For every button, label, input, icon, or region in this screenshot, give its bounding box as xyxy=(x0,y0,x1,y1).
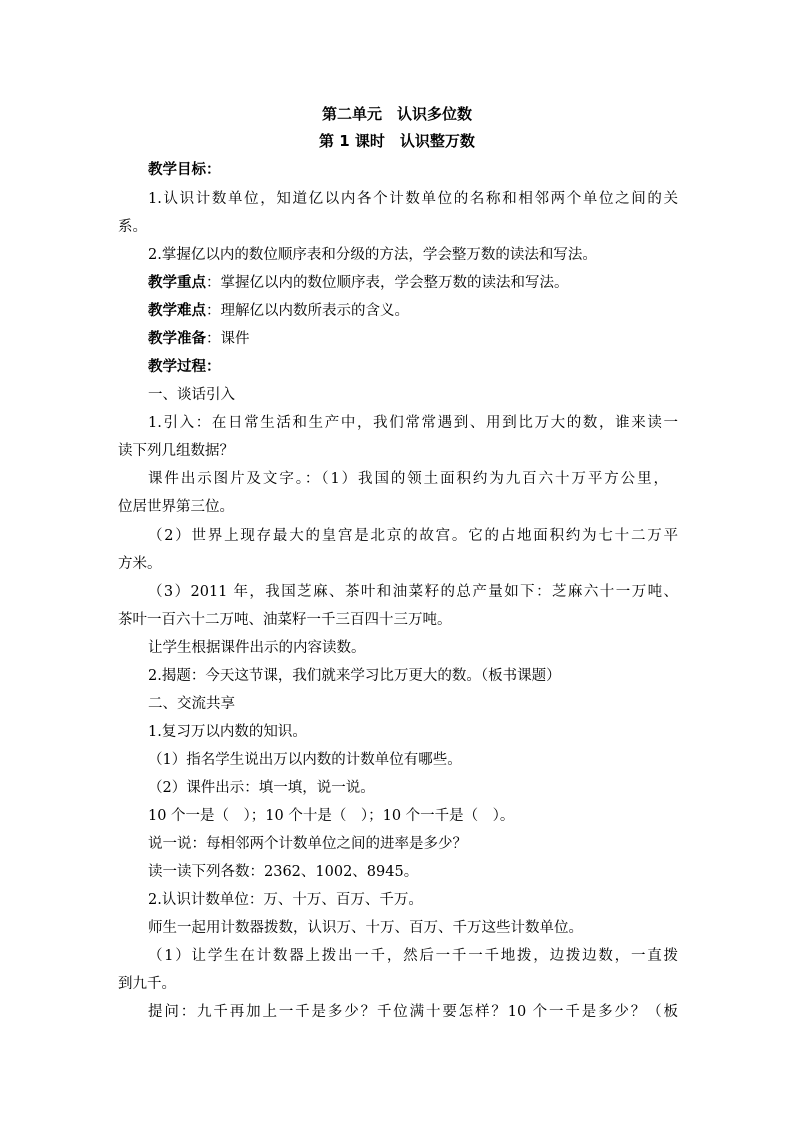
preparation xyxy=(148,329,708,349)
process-heading: 教学过程： xyxy=(148,359,221,375)
paragraph-9: （2）课件出示：填一填，说一说。 xyxy=(148,780,375,796)
key-points-label: 教学重点 xyxy=(148,275,206,291)
section-1-heading: 一、谈话引入 xyxy=(148,387,235,403)
preparation-label: 教学准备 xyxy=(148,331,206,347)
preparation-text: ：课件 xyxy=(206,331,250,347)
difficulties xyxy=(148,301,708,321)
paragraph-15-line-1: （1）让学生在计数器上拨出一千，然后一千一千地拨，边拨边数，一直拨 xyxy=(148,948,678,964)
paragraph-1-line-1: 1.引入：在日常生活和生产中，我们常常遇到、用到比万大的数，谁来读一 xyxy=(148,415,678,431)
paragraph-4-line-2: 茶叶一百六十二万吨、油菜籽一千三百四十三万吨。 xyxy=(118,612,452,628)
key-points xyxy=(148,273,708,293)
unit-title: 第二单元 认识多位数 xyxy=(321,105,472,123)
goal-1-line-1: 1.认识计数单位，知道亿以内各个计数单位的名称和相邻两个单位之间的关 xyxy=(148,191,678,207)
goal-2: 2.掌握亿以内的数位顺序表和分级的方法，学会整万数的读法和写法。 xyxy=(148,247,597,263)
paragraph-15-line-2: 到九千。 xyxy=(118,976,176,992)
paragraph-12: 读一读下列各数：2362、1002、8945。 xyxy=(148,864,419,880)
paragraph-2-line-2: 位居世界第三位。 xyxy=(118,499,234,515)
paragraph-10: 10 个一是（ ）；10 个十是（ ）；10 个一千是（ ）。 xyxy=(148,808,515,824)
paragraph-2-line-1: 课件出示图片及文字。：（1）我国的领土面积约为九百六十万平方公里， xyxy=(148,471,668,487)
paragraph-4-line-1: （3）2011 年，我国芝麻、茶叶和油菜籽的总产量如下：芝麻六十一万吨、 xyxy=(148,584,678,600)
difficulties-text: ：理解亿以内数所表示的含义。 xyxy=(206,303,409,319)
section-2-heading: 二、交流共享 xyxy=(148,696,235,712)
paragraph-13: 2.认识计数单位：万、十万、百万、千万。 xyxy=(148,892,423,908)
paragraph-1-line-2: 读下列几组数据？ xyxy=(118,443,234,459)
paragraph-6: 2.揭题：今天这节课，我们就来学习比万更大的数。（板书课题） xyxy=(148,668,561,684)
goal-1-line-2: 系。 xyxy=(118,219,147,235)
paragraph-11: 说一说：每相邻两个计数单位之间的进率是多少？ xyxy=(148,836,467,852)
goals-heading: 教学目标： xyxy=(148,162,221,178)
difficulties-label: 教学难点 xyxy=(148,303,206,319)
paragraph-3-line-2: 方米。 xyxy=(118,556,162,572)
lesson-title: 第 1 课时 认识整万数 xyxy=(319,132,475,150)
key-points-text: ：掌握亿以内的数位顺序表，学会整万数的读法和写法。 xyxy=(206,275,569,291)
paragraph-16: 提问：九千再加上一千是多少？千位满十要怎样？10 个一千是多少？（板 xyxy=(148,1004,678,1020)
paragraph-5: 让学生根据课件出示的内容读数。 xyxy=(148,640,366,656)
paragraph-8: （1）指名学生说出万以内数的计数单位有哪些。 xyxy=(148,752,462,768)
paragraph-3-line-1: （2）世界上现存最大的皇宫是北京的故宫。它的占地面积约为七十二万平 xyxy=(148,528,678,544)
paragraph-7: 1.复习万以内数的知识。 xyxy=(148,724,307,740)
paragraph-14: 师生一起用计数器拨数，认识万、十万、百万、千万这些计数单位。 xyxy=(148,920,583,936)
